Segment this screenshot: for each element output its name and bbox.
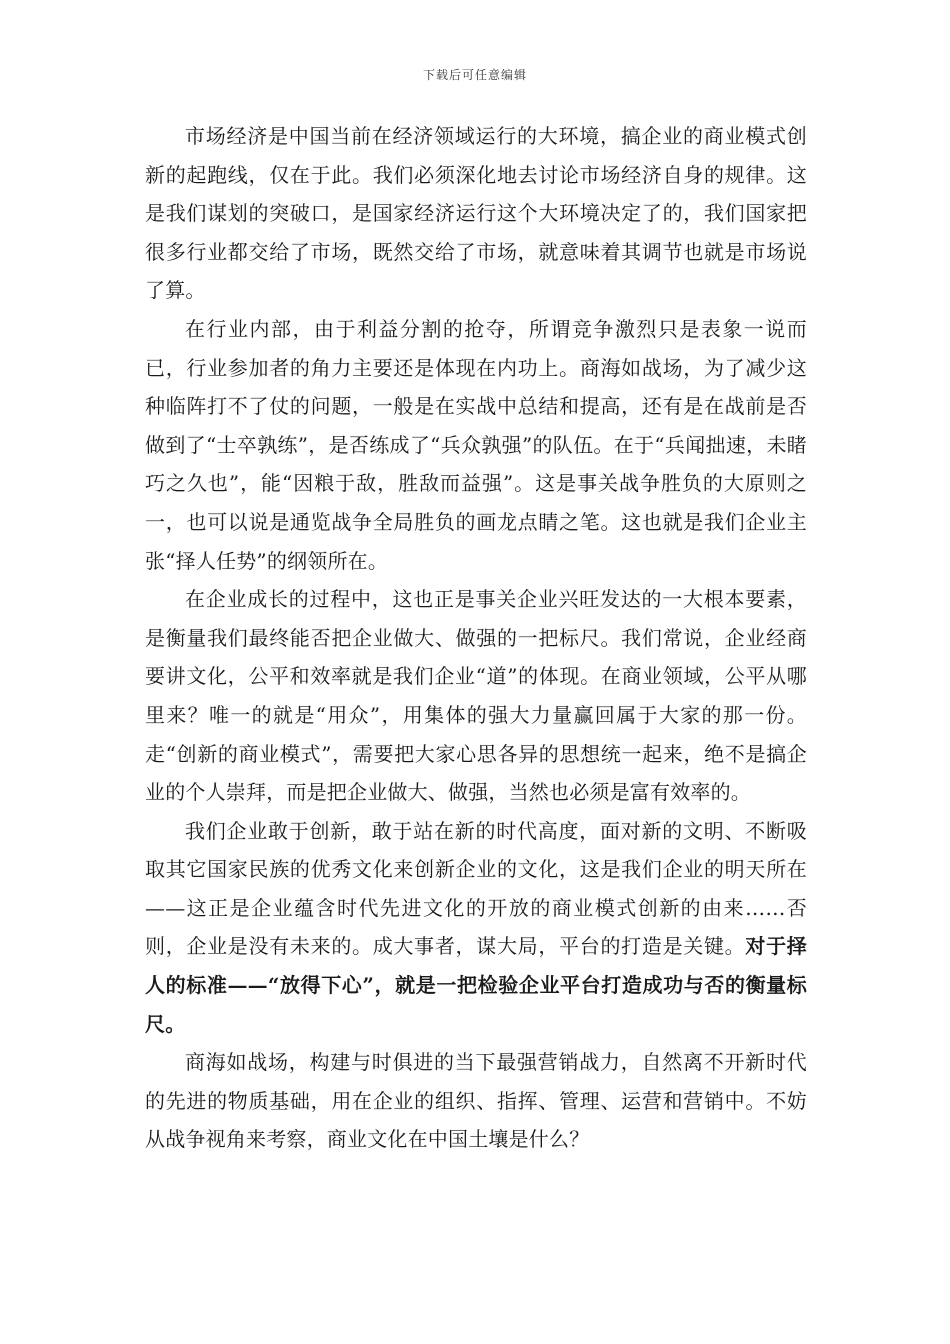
paragraph-2: [145, 310, 807, 580]
paragraph-5: [145, 1043, 807, 1159]
page-header: 下载后可任意编辑: [422, 68, 527, 82]
paragraph-1-text: 市场经济是中国当前在经济领域运行的大环境，搞企业的商业模式创新的起跑线，仅在于此。我们必须深化地去讨论市场经济自身的规律。这是我们谋划的突破口，是国家经济运行这个大环境决定了的，我们国家把很多行业都交给了市场，既然交给了市场，就意味着其调节也就是市场说了算。: [145, 124, 807, 303]
paragraph-1: [145, 117, 807, 310]
document-body: [145, 117, 807, 1159]
paragraph-5-text: 商海如战场，构建与时俱进的当下最强营销战力，自然离不开新时代的先进的物质基础，用在企业的组织、指挥、管理、运营和营销中。不妨从战争视角来考察，商业文化在中国土壤是什么？: [145, 1050, 807, 1152]
paragraph-4-text: 我们企业敢于创新，敢于站在新的时代高度，面对新的文明、不断吸取其它国家民族的优秀文化来创新企业的文化，这是我们企业的明天所在——这正是企业蕴含时代先进文化的开放的商业模式创新的由来……否则，企业是没有未来的。成大事者，谋大局，平台的打造是关键。: [145, 818, 807, 959]
paragraph-4-bold-text: 对于择人的标准——“放得下心”，就是一把检验企业平台打造成功与否的衡量标尺。: [145, 934, 807, 1036]
paragraph-3: [145, 580, 807, 812]
paragraph-2-text: 在行业内部，由于利益分割的抢夺，所谓竞争激烈只是表象一说而已，行业参加者的角力主要还是体现在内功上。商海如战场，为了减少这种临阵打不了仗的问题，一般是在实战中总结和提高，还有是在战前是否做到了“士卒孰练”，是否练成了“兵众孰强”的队伍。在于“兵闻拙速，未睹巧之久也”，能“因粮于敌，胜敌而益强”。这是事关战争胜负的大原则之一，也可以说是通览战争全局胜负的画龙点睛之笔。这也就是我们企业主张“择人任势”的纲领所在。: [145, 316, 807, 573]
paragraph-3-text: 在企业成长的过程中，这也正是事关企业兴旺发达的一大根本要素，是衡量我们最终能否把企业做大、做强的一把标尺。我们常说，企业经商要讲文化，公平和效率就是我们企业“道”的体现。在商业领域，公平从哪里来？唯一的就是“用众”，用集体的强大力量赢回属于大家的那一份。走“创新的商业模式”，需要把大家心思各异的思想统一起来，绝不是搞企业的个人崇拜，而是把企业做大、做强，当然也必须是富有效率的。: [145, 587, 807, 805]
paragraph-4: [145, 812, 807, 1044]
